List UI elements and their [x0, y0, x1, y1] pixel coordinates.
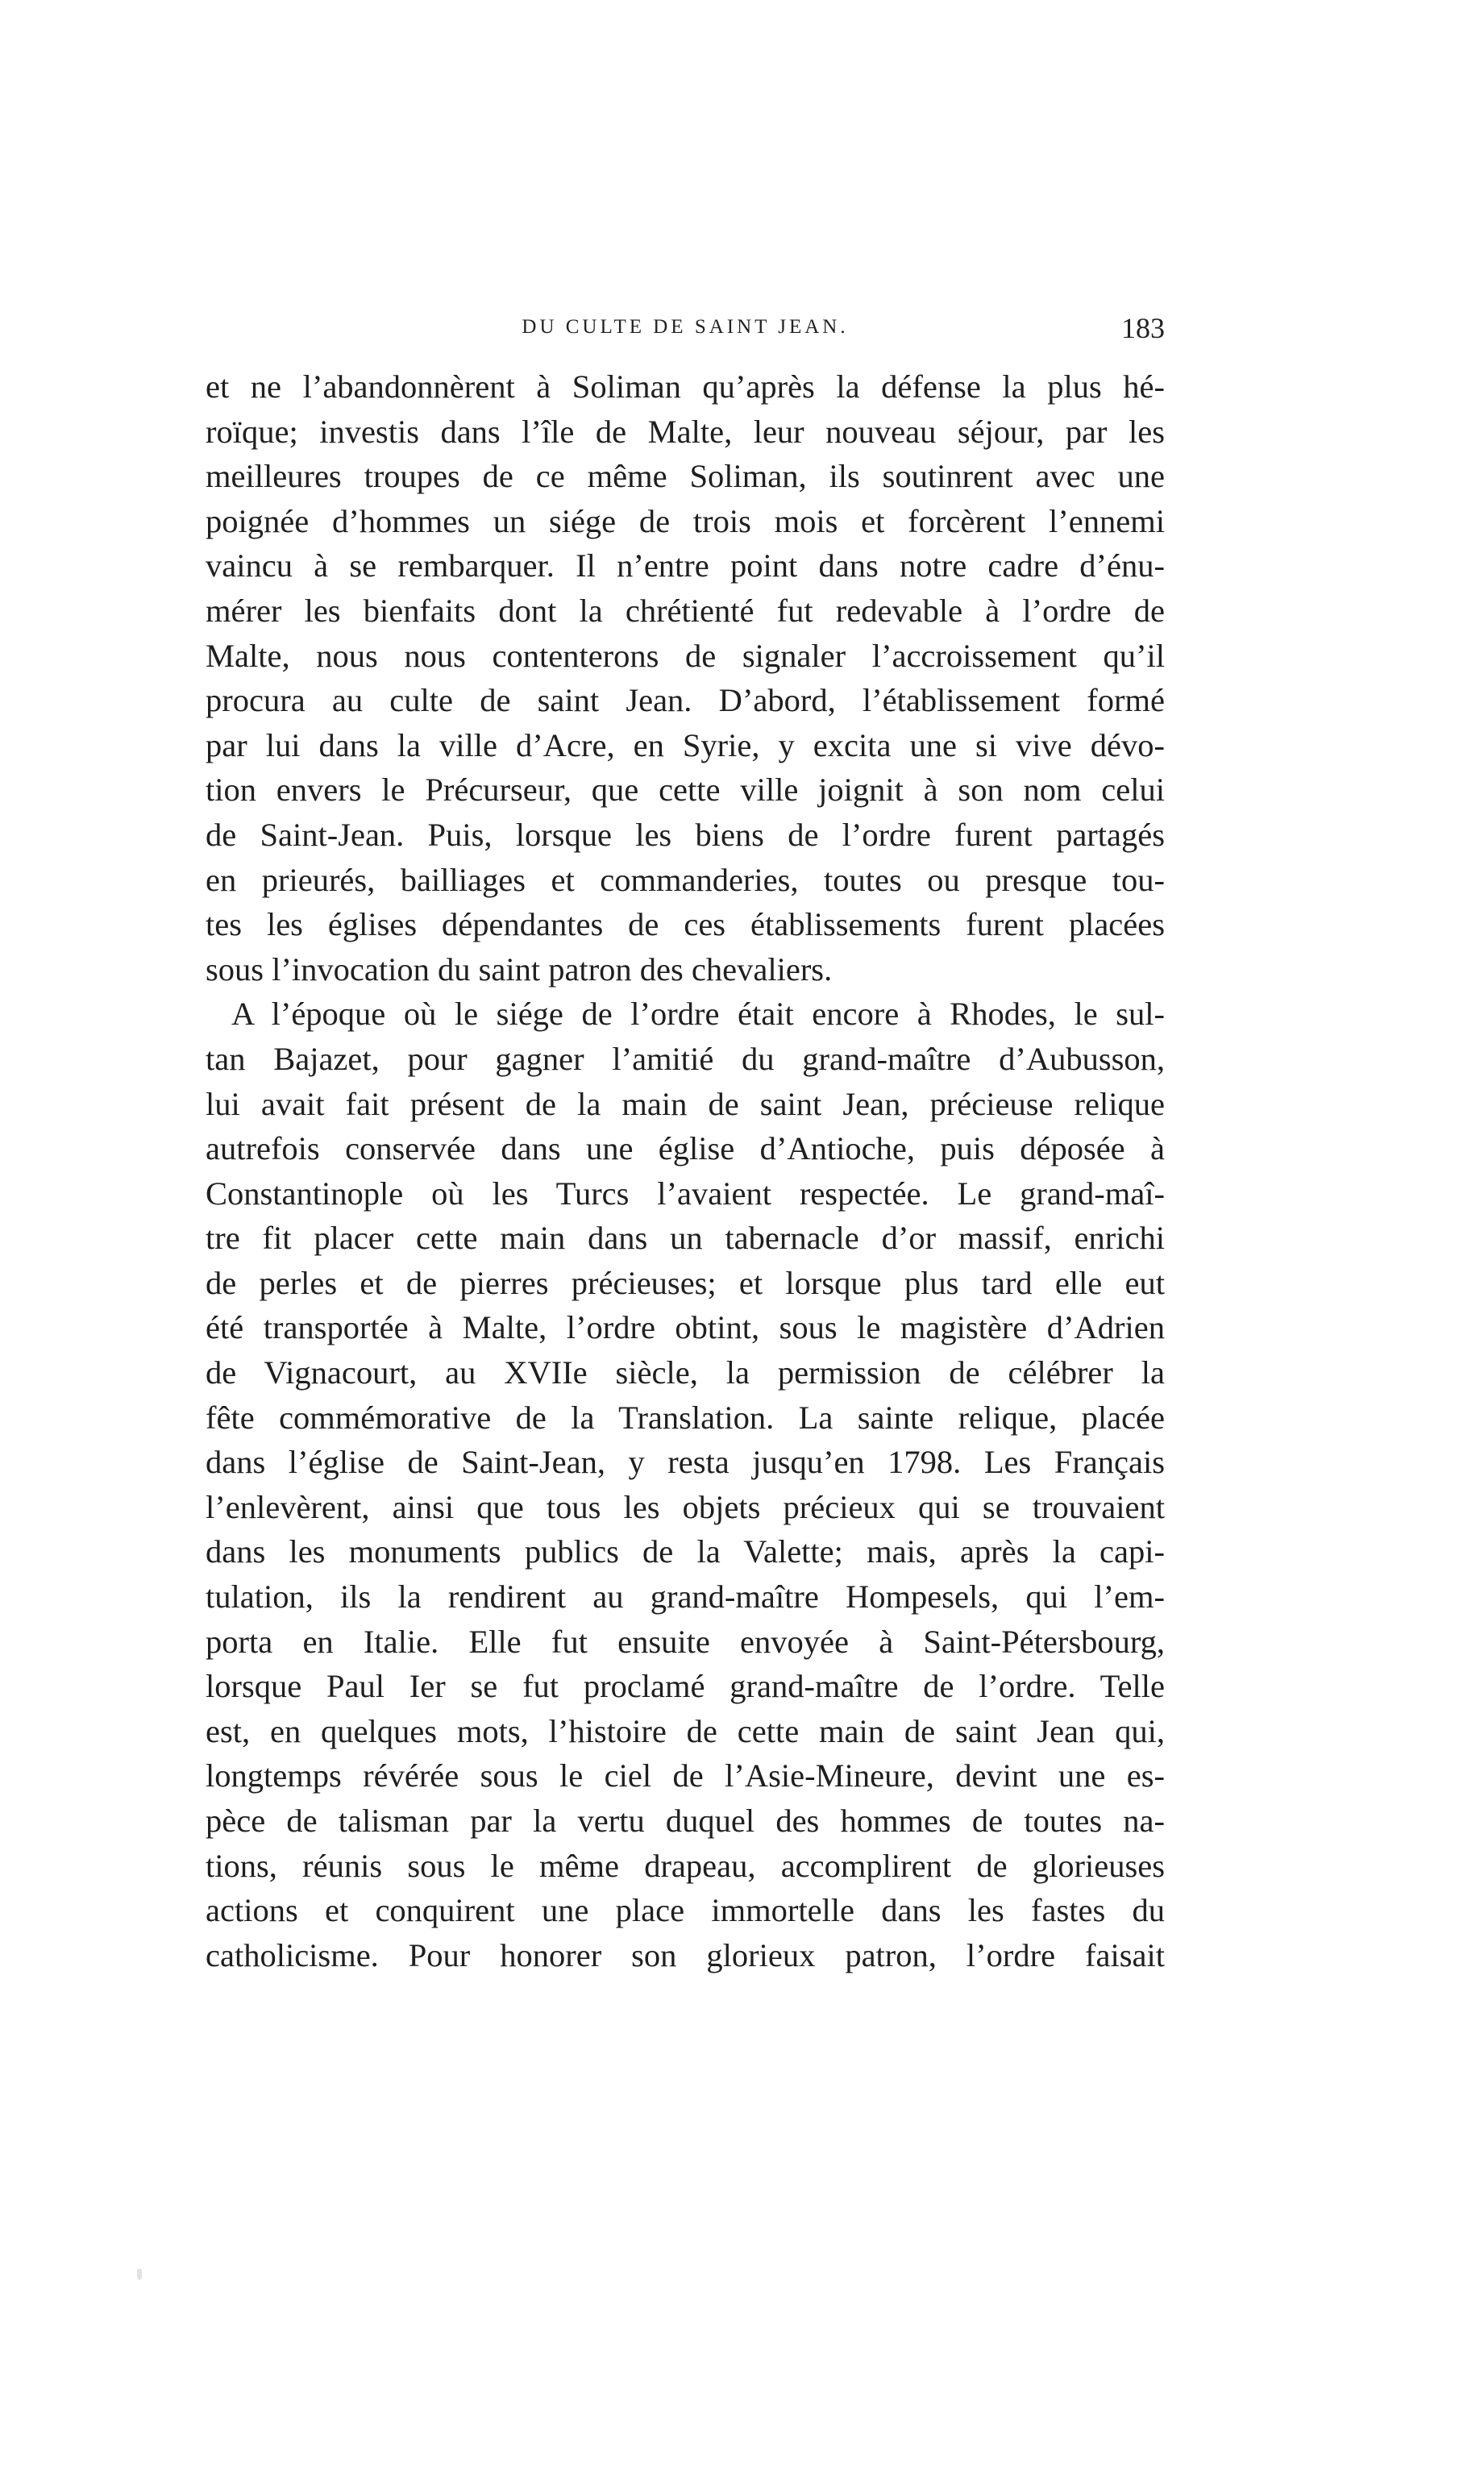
text-line: est, en quelques mots, l’histoire de cette main de saint Jean qui,	[206, 1712, 1165, 1749]
text-line: tulation, ils la rendirent au grand-maître Hompesels, qui l’em-	[206, 1578, 1165, 1616]
text-line: actions et conquirent une place immortelle dans les fastes du	[206, 1892, 1165, 1929]
text-line: autrefois conservée dans une église d’Antioche, puis déposée à	[206, 1130, 1165, 1167]
text-line: sous l’invocation du saint patron des chevaliers.	[206, 950, 833, 988]
text-line: longtemps révérée sous le ciel de l’Asie-Mineure, devint une es-	[206, 1757, 1165, 1794]
text-line: fête commémorative de la Translation. La sainte relique, placée	[206, 1399, 1165, 1436]
text-line: meilleures troupes de ce même Soliman, ils soutinrent avec une	[206, 458, 1165, 495]
text-line: tion envers le Précurseur, que cette ville joignit à son nom celui	[206, 771, 1165, 809]
text-line: poignée d’hommes un siége de trois mois et forcèrent l’ennemi	[206, 502, 1165, 539]
text-line: pèce de talisman par la vertu duquel des hommes de toutes na-	[206, 1803, 1165, 1839]
text-line: roïque; investis dans l’île de Malte, leur nouveau séjour, par les	[206, 413, 1165, 450]
paper-speck	[137, 2268, 142, 2280]
text-line: procura au culte de saint Jean. D’abord, l’établissement formé	[206, 682, 1165, 719]
text-line: tions, réunis sous le même drapeau, accomplirent de glorieuses	[206, 1847, 1165, 1884]
paragraph-2	[206, 992, 1165, 1977]
text-line: tes les églises dépendantes de ces établissements furent placées	[206, 906, 1165, 943]
text-line: en prieurés, bailliages et commanderies, toutes ou presque tou-	[206, 861, 1165, 898]
text-line: catholicisme. Pour honorer son glorieux patron, l’ordre faisait	[206, 1936, 1165, 1973]
text-line: l’enlevèrent, ainsi que tous les objets précieux qui se trouvaient	[206, 1488, 1165, 1525]
text-line: lui avait fait présent de la main de saint Jean, précieuse relique	[206, 1085, 1165, 1122]
text-line: de Vignacourt, au XVIIe siècle, la permission de célébrer la	[206, 1354, 1165, 1391]
text-line: tan Bajazet, pour gagner l’amitié du grand-maître d’Aubusson,	[206, 1040, 1165, 1077]
text-line: tre fit placer cette main dans un tabernacle d’or massif, enrichi	[206, 1220, 1165, 1257]
text-line: été transportée à Malte, l’ordre obtint, sous le magistère d’Adrien	[206, 1309, 1165, 1346]
text-line: et ne l’abandonnèrent à Soliman qu’après la défense la plus hé-	[206, 368, 1165, 405]
text-line: dans l’église de Saint-Jean, y resta jusqu’en 1798. Les Français	[206, 1444, 1165, 1481]
text-line: de perles et de pierres précieuses; et lorsque plus tard elle eut	[206, 1264, 1165, 1301]
body-text	[206, 364, 1165, 1977]
text-line: A l’époque où le siége de l’ordre était encore à Rhodes, le sul-	[231, 996, 1165, 1033]
text-line: porta en Italie. Elle fut ensuite envoyée à Saint-Pétersbourg,	[206, 1623, 1165, 1660]
text-line: Malte, nous nous contenterons de signaler l’accroissement qu’il	[206, 637, 1165, 674]
text-line: de Saint-Jean. Puis, lorsque les biens de l’ordre furent partagés	[206, 816, 1165, 853]
text-line: par lui dans la ville d’Acre, en Syrie, y excita une si vive dévo-	[206, 726, 1165, 763]
page-number: 183	[1121, 312, 1165, 344]
text-line: dans les monuments publics de la Valette; mais, après la capi-	[206, 1533, 1165, 1570]
paragraph-1	[206, 364, 1165, 992]
text-line: Constantinople où les Turcs l’avaient respectée. Le grand-maî-	[206, 1175, 1165, 1212]
text-line: mérer les bienfaits dont la chrétienté fut redevable à l’ordre de	[206, 592, 1165, 629]
running-title: DU CULTE DE SAINT JEAN.	[522, 316, 849, 338]
running-header	[206, 312, 1165, 348]
text-line: lorsque Paul Ier se fut proclamé grand-maître de l’ordre. Telle	[206, 1668, 1165, 1705]
text-line: vaincu à se rembarquer. Il n’entre point dans notre cadre d’énu-	[206, 547, 1165, 584]
